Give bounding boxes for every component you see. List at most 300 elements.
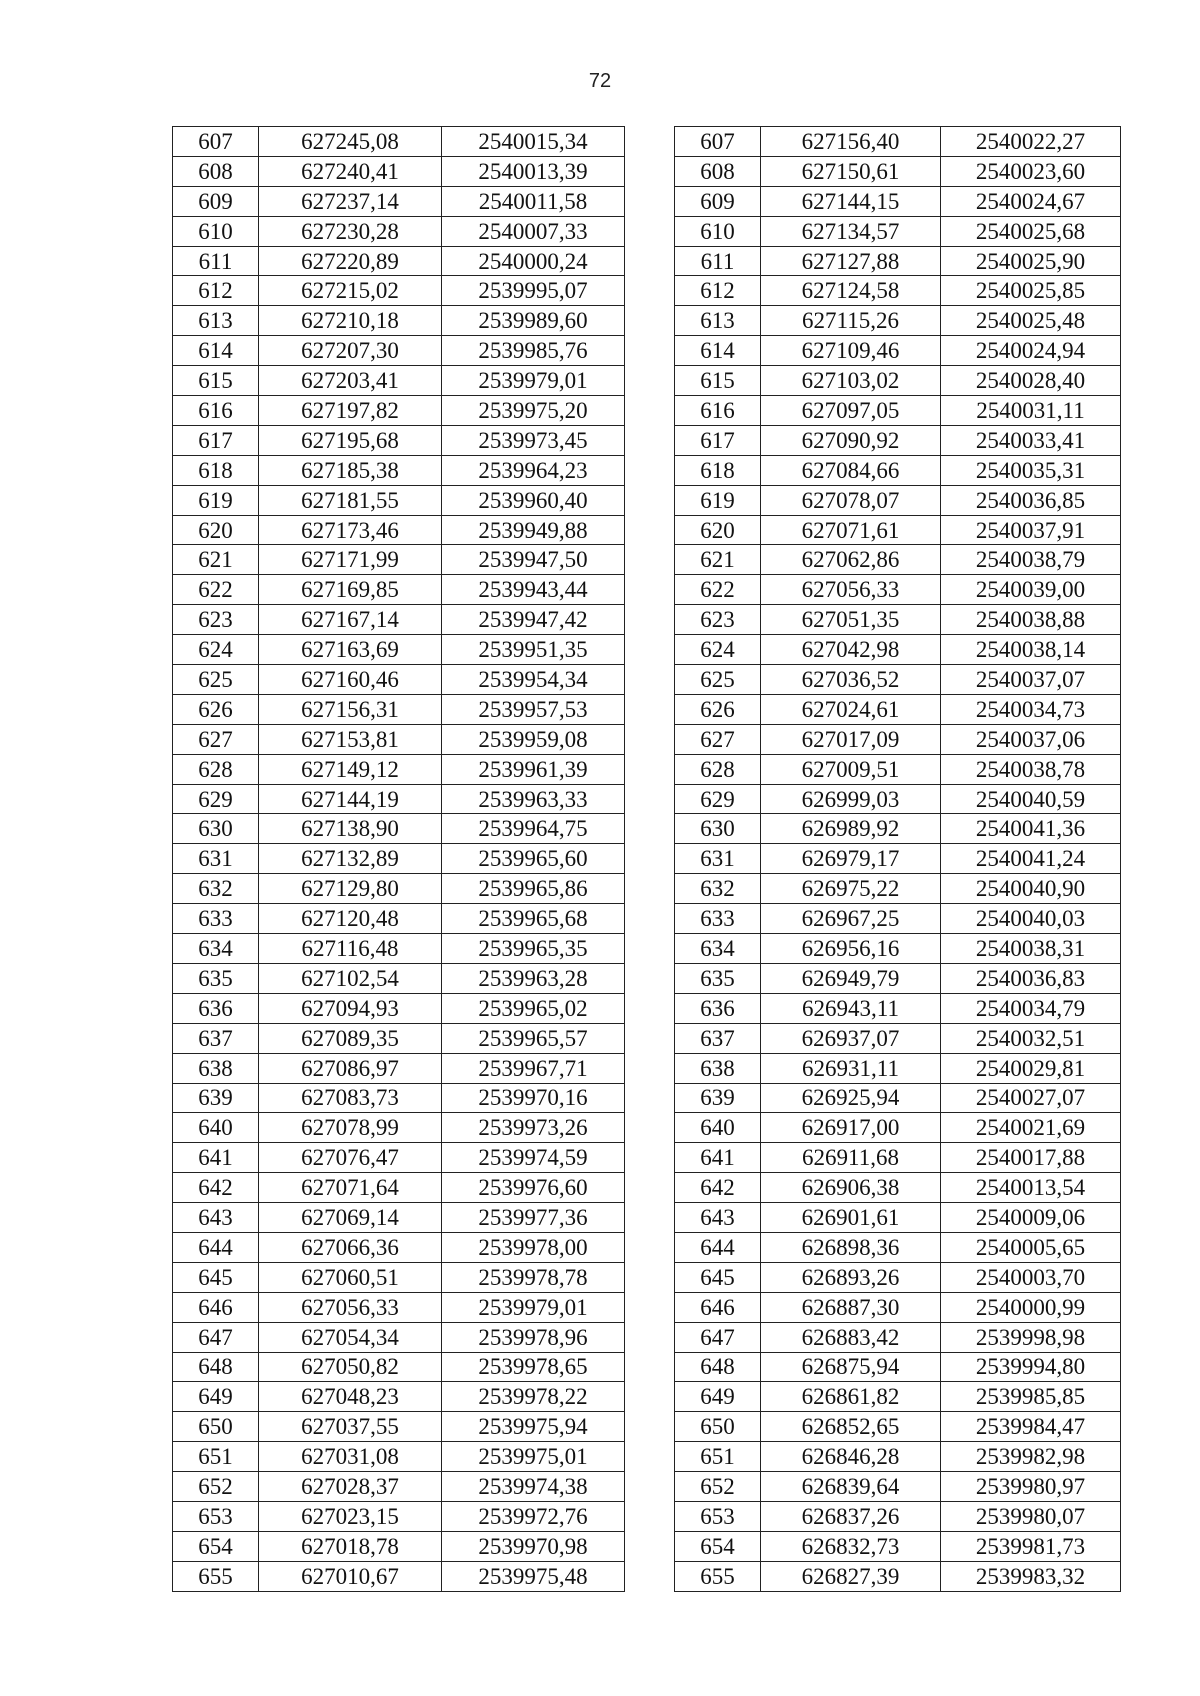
- right-x-coordinate-cell: 627009,51: [761, 754, 941, 784]
- right-x-coordinate-cell: 627084,66: [761, 455, 941, 485]
- right-x-coordinate-cell: 626861,82: [761, 1382, 941, 1412]
- right-y-coordinate-cell: 2540031,11: [941, 396, 1121, 426]
- right-x-coordinate-cell: 626875,94: [761, 1352, 941, 1382]
- left-y-coordinate-cell: 2539985,76: [442, 336, 625, 366]
- table-row: [173, 754, 1121, 784]
- right-x-coordinate-cell: 626956,16: [761, 934, 941, 964]
- right-x-coordinate-cell: 626989,92: [761, 814, 941, 844]
- left-y-coordinate-cell: 2539964,23: [442, 455, 625, 485]
- left-point-number-cell: 632: [173, 874, 259, 904]
- right-x-coordinate-cell: 627036,52: [761, 665, 941, 695]
- left-x-coordinate-cell: 627094,93: [259, 993, 442, 1023]
- table-row: [173, 635, 1121, 665]
- left-x-coordinate-cell: 627071,64: [259, 1173, 442, 1203]
- left-y-coordinate-cell: 2539951,35: [442, 635, 625, 665]
- right-point-number-cell: 635: [675, 963, 761, 993]
- left-point-number-cell: 633: [173, 904, 259, 934]
- right-y-coordinate-cell: 2540009,06: [941, 1203, 1121, 1233]
- right-x-coordinate-cell: 626967,25: [761, 904, 941, 934]
- right-y-coordinate-cell: 2540037,91: [941, 515, 1121, 545]
- table-row: [173, 1143, 1121, 1173]
- left-x-coordinate-cell: 627048,23: [259, 1382, 442, 1412]
- left-y-coordinate-cell: 2540011,58: [442, 186, 625, 216]
- column-gap-cell: [625, 934, 675, 964]
- left-point-number-cell: 644: [173, 1232, 259, 1262]
- table-row: [173, 1472, 1121, 1502]
- left-point-number-cell: 640: [173, 1113, 259, 1143]
- right-y-coordinate-cell: 2540033,41: [941, 425, 1121, 455]
- left-y-coordinate-cell: 2539977,36: [442, 1203, 625, 1233]
- left-point-number-cell: 637: [173, 1023, 259, 1053]
- right-y-coordinate-cell: 2540036,85: [941, 485, 1121, 515]
- right-x-coordinate-cell: 626852,65: [761, 1412, 941, 1442]
- left-point-number-cell: 629: [173, 784, 259, 814]
- coordinates-table: [172, 126, 1121, 1592]
- column-gap-cell: [625, 1531, 675, 1561]
- table-row: [173, 515, 1121, 545]
- left-x-coordinate-cell: 627132,89: [259, 844, 442, 874]
- left-point-number-cell: 649: [173, 1382, 259, 1412]
- table-row: [173, 1442, 1121, 1472]
- right-x-coordinate-cell: 626925,94: [761, 1083, 941, 1113]
- table-row: [173, 1561, 1121, 1591]
- left-x-coordinate-cell: 627167,14: [259, 605, 442, 635]
- column-gap-cell: [625, 874, 675, 904]
- left-y-coordinate-cell: 2540007,33: [442, 216, 625, 246]
- right-x-coordinate-cell: 626827,39: [761, 1561, 941, 1591]
- table-row: [173, 874, 1121, 904]
- left-y-coordinate-cell: 2539959,08: [442, 724, 625, 754]
- left-point-number-cell: 653: [173, 1501, 259, 1531]
- column-gap-cell: [625, 1352, 675, 1382]
- right-y-coordinate-cell: 2540037,06: [941, 724, 1121, 754]
- left-y-coordinate-cell: 2539975,48: [442, 1561, 625, 1591]
- right-y-coordinate-cell: 2539994,80: [941, 1352, 1121, 1382]
- column-gap-cell: [625, 605, 675, 635]
- table-row: [173, 186, 1121, 216]
- table-row: [173, 784, 1121, 814]
- right-point-number-cell: 655: [675, 1561, 761, 1591]
- column-gap-cell: [625, 1113, 675, 1143]
- left-y-coordinate-cell: 2539965,60: [442, 844, 625, 874]
- right-point-number-cell: 648: [675, 1352, 761, 1382]
- column-gap-cell: [625, 455, 675, 485]
- left-point-number-cell: 643: [173, 1203, 259, 1233]
- right-x-coordinate-cell: 627127,88: [761, 246, 941, 276]
- left-x-coordinate-cell: 627037,55: [259, 1412, 442, 1442]
- right-y-coordinate-cell: 2540040,59: [941, 784, 1121, 814]
- right-x-coordinate-cell: 626906,38: [761, 1173, 941, 1203]
- right-point-number-cell: 624: [675, 635, 761, 665]
- right-x-coordinate-cell: 626887,30: [761, 1292, 941, 1322]
- right-y-coordinate-cell: 2540024,67: [941, 186, 1121, 216]
- left-point-number-cell: 646: [173, 1292, 259, 1322]
- left-y-coordinate-cell: 2539974,59: [442, 1143, 625, 1173]
- right-point-number-cell: 629: [675, 784, 761, 814]
- column-gap-cell: [625, 575, 675, 605]
- right-x-coordinate-cell: 627115,26: [761, 306, 941, 336]
- left-y-coordinate-cell: 2539975,01: [442, 1442, 625, 1472]
- column-gap-cell: [625, 1203, 675, 1233]
- right-point-number-cell: 619: [675, 485, 761, 515]
- right-x-coordinate-cell: 626839,64: [761, 1472, 941, 1502]
- right-point-number-cell: 615: [675, 366, 761, 396]
- right-y-coordinate-cell: 2540039,00: [941, 575, 1121, 605]
- right-y-coordinate-cell: 2540041,24: [941, 844, 1121, 874]
- right-x-coordinate-cell: 626901,61: [761, 1203, 941, 1233]
- left-y-coordinate-cell: 2539979,01: [442, 366, 625, 396]
- right-x-coordinate-cell: 627062,86: [761, 545, 941, 575]
- right-y-coordinate-cell: 2539984,47: [941, 1412, 1121, 1442]
- column-gap-cell: [625, 1292, 675, 1322]
- left-y-coordinate-cell: 2539979,01: [442, 1292, 625, 1322]
- right-y-coordinate-cell: 2540013,54: [941, 1173, 1121, 1203]
- left-x-coordinate-cell: 627207,30: [259, 336, 442, 366]
- column-gap-cell: [625, 694, 675, 724]
- right-point-number-cell: 623: [675, 605, 761, 635]
- column-gap-cell: [625, 1561, 675, 1591]
- left-point-number-cell: 615: [173, 366, 259, 396]
- left-y-coordinate-cell: 2539967,71: [442, 1053, 625, 1083]
- right-point-number-cell: 636: [675, 993, 761, 1023]
- right-point-number-cell: 617: [675, 425, 761, 455]
- left-point-number-cell: 628: [173, 754, 259, 784]
- left-y-coordinate-cell: 2539974,38: [442, 1472, 625, 1502]
- left-y-coordinate-cell: 2539961,39: [442, 754, 625, 784]
- left-point-number-cell: 608: [173, 156, 259, 186]
- left-point-number-cell: 631: [173, 844, 259, 874]
- left-y-coordinate-cell: 2539965,86: [442, 874, 625, 904]
- right-y-coordinate-cell: 2540029,81: [941, 1053, 1121, 1083]
- right-point-number-cell: 652: [675, 1472, 761, 1502]
- table-row: [173, 216, 1121, 246]
- right-point-number-cell: 641: [675, 1143, 761, 1173]
- right-point-number-cell: 646: [675, 1292, 761, 1322]
- left-point-number-cell: 620: [173, 515, 259, 545]
- column-gap-cell: [625, 306, 675, 336]
- table-row: [173, 724, 1121, 754]
- left-y-coordinate-cell: 2539973,45: [442, 425, 625, 455]
- right-x-coordinate-cell: 626931,11: [761, 1053, 941, 1083]
- left-x-coordinate-cell: 627083,73: [259, 1083, 442, 1113]
- right-y-coordinate-cell: 2540038,14: [941, 635, 1121, 665]
- right-y-coordinate-cell: 2539980,07: [941, 1501, 1121, 1531]
- right-y-coordinate-cell: 2540038,78: [941, 754, 1121, 784]
- left-y-coordinate-cell: 2539970,16: [442, 1083, 625, 1113]
- left-point-number-cell: 611: [173, 246, 259, 276]
- left-point-number-cell: 648: [173, 1352, 259, 1382]
- table-row: [173, 276, 1121, 306]
- right-x-coordinate-cell: 627024,61: [761, 694, 941, 724]
- table-row: [173, 246, 1121, 276]
- table-row: [173, 1322, 1121, 1352]
- left-point-number-cell: 642: [173, 1173, 259, 1203]
- column-gap-cell: [625, 993, 675, 1023]
- table-row: [173, 366, 1121, 396]
- page-number: 72: [588, 70, 612, 92]
- left-x-coordinate-cell: 627086,97: [259, 1053, 442, 1083]
- table-row: [173, 1203, 1121, 1233]
- left-x-coordinate-cell: 627076,47: [259, 1143, 442, 1173]
- left-x-coordinate-cell: 627102,54: [259, 963, 442, 993]
- column-gap-cell: [625, 814, 675, 844]
- right-point-number-cell: 621: [675, 545, 761, 575]
- table-row: [173, 694, 1121, 724]
- left-point-number-cell: 607: [173, 127, 259, 157]
- table-row: [173, 1262, 1121, 1292]
- right-x-coordinate-cell: 627017,09: [761, 724, 941, 754]
- right-y-coordinate-cell: 2540032,51: [941, 1023, 1121, 1053]
- left-x-coordinate-cell: 627203,41: [259, 366, 442, 396]
- right-y-coordinate-cell: 2540035,31: [941, 455, 1121, 485]
- left-y-coordinate-cell: 2539947,50: [442, 545, 625, 575]
- left-point-number-cell: 613: [173, 306, 259, 336]
- table-row: [173, 1053, 1121, 1083]
- right-y-coordinate-cell: 2539981,73: [941, 1531, 1121, 1561]
- left-point-number-cell: 617: [173, 425, 259, 455]
- right-y-coordinate-cell: 2540022,27: [941, 127, 1121, 157]
- left-y-coordinate-cell: 2539963,33: [442, 784, 625, 814]
- right-y-coordinate-cell: 2540025,90: [941, 246, 1121, 276]
- right-x-coordinate-cell: 627097,05: [761, 396, 941, 426]
- right-x-coordinate-cell: 627156,40: [761, 127, 941, 157]
- right-x-coordinate-cell: 626917,00: [761, 1113, 941, 1143]
- right-point-number-cell: 622: [675, 575, 761, 605]
- right-y-coordinate-cell: 2540038,79: [941, 545, 1121, 575]
- right-x-coordinate-cell: 626937,07: [761, 1023, 941, 1053]
- left-point-number-cell: 639: [173, 1083, 259, 1113]
- table-row: [173, 1531, 1121, 1561]
- table-row: [173, 396, 1121, 426]
- left-y-coordinate-cell: 2539965,57: [442, 1023, 625, 1053]
- left-y-coordinate-cell: 2539957,53: [442, 694, 625, 724]
- table-row: [173, 665, 1121, 695]
- left-point-number-cell: 651: [173, 1442, 259, 1472]
- right-point-number-cell: 611: [675, 246, 761, 276]
- left-x-coordinate-cell: 627181,55: [259, 485, 442, 515]
- column-gap-cell: [625, 1262, 675, 1292]
- left-x-coordinate-cell: 627120,48: [259, 904, 442, 934]
- left-y-coordinate-cell: 2539978,96: [442, 1322, 625, 1352]
- left-x-coordinate-cell: 627149,12: [259, 754, 442, 784]
- right-point-number-cell: 612: [675, 276, 761, 306]
- table-row: [173, 1501, 1121, 1531]
- left-point-number-cell: 635: [173, 963, 259, 993]
- right-point-number-cell: 647: [675, 1322, 761, 1352]
- left-x-coordinate-cell: 627156,31: [259, 694, 442, 724]
- column-gap-cell: [625, 1173, 675, 1203]
- left-y-coordinate-cell: 2539943,44: [442, 575, 625, 605]
- column-gap-cell: [625, 396, 675, 426]
- right-point-number-cell: 627: [675, 724, 761, 754]
- column-gap-cell: [625, 216, 675, 246]
- left-x-coordinate-cell: 627028,37: [259, 1472, 442, 1502]
- right-point-number-cell: 628: [675, 754, 761, 784]
- left-y-coordinate-cell: 2539973,26: [442, 1113, 625, 1143]
- left-point-number-cell: 647: [173, 1322, 259, 1352]
- right-y-coordinate-cell: 2540017,88: [941, 1143, 1121, 1173]
- left-x-coordinate-cell: 627050,82: [259, 1352, 442, 1382]
- right-x-coordinate-cell: 627134,57: [761, 216, 941, 246]
- column-gap-cell: [625, 724, 675, 754]
- left-x-coordinate-cell: 627160,46: [259, 665, 442, 695]
- left-y-coordinate-cell: 2540000,24: [442, 246, 625, 276]
- right-x-coordinate-cell: 626979,17: [761, 844, 941, 874]
- right-y-coordinate-cell: 2540036,83: [941, 963, 1121, 993]
- column-gap-cell: [625, 246, 675, 276]
- left-point-number-cell: 621: [173, 545, 259, 575]
- right-x-coordinate-cell: 627124,58: [761, 276, 941, 306]
- column-gap-cell: [625, 665, 675, 695]
- column-gap-cell: [625, 515, 675, 545]
- right-x-coordinate-cell: 627071,61: [761, 515, 941, 545]
- right-x-coordinate-cell: 626943,11: [761, 993, 941, 1023]
- right-y-coordinate-cell: 2540028,40: [941, 366, 1121, 396]
- table-row: [173, 127, 1121, 157]
- right-point-number-cell: 633: [675, 904, 761, 934]
- right-y-coordinate-cell: 2540038,88: [941, 605, 1121, 635]
- left-x-coordinate-cell: 627169,85: [259, 575, 442, 605]
- right-y-coordinate-cell: 2540000,99: [941, 1292, 1121, 1322]
- left-point-number-cell: 612: [173, 276, 259, 306]
- left-point-number-cell: 610: [173, 216, 259, 246]
- right-point-number-cell: 626: [675, 694, 761, 724]
- table-row: [173, 1412, 1121, 1442]
- left-y-coordinate-cell: 2539978,00: [442, 1232, 625, 1262]
- right-x-coordinate-cell: 626883,42: [761, 1322, 941, 1352]
- right-point-number-cell: 637: [675, 1023, 761, 1053]
- left-y-coordinate-cell: 2540015,34: [442, 127, 625, 157]
- right-x-coordinate-cell: 626837,26: [761, 1501, 941, 1531]
- column-gap-cell: [625, 635, 675, 665]
- left-x-coordinate-cell: 627245,08: [259, 127, 442, 157]
- right-x-coordinate-cell: 627103,02: [761, 366, 941, 396]
- left-point-number-cell: 654: [173, 1531, 259, 1561]
- column-gap-cell: [625, 1472, 675, 1502]
- column-gap-cell: [625, 336, 675, 366]
- right-x-coordinate-cell: 627090,92: [761, 425, 941, 455]
- table-row: [173, 1382, 1121, 1412]
- left-point-number-cell: 655: [173, 1561, 259, 1591]
- column-gap-cell: [625, 1053, 675, 1083]
- column-gap-cell: [625, 366, 675, 396]
- column-gap-cell: [625, 1412, 675, 1442]
- column-gap-cell: [625, 1232, 675, 1262]
- table-body: [173, 127, 1121, 1592]
- right-x-coordinate-cell: 626832,73: [761, 1531, 941, 1561]
- right-point-number-cell: 609: [675, 186, 761, 216]
- left-x-coordinate-cell: 627138,90: [259, 814, 442, 844]
- left-point-number-cell: 624: [173, 635, 259, 665]
- column-gap-cell: [625, 1083, 675, 1113]
- table-row: [173, 814, 1121, 844]
- right-y-coordinate-cell: 2539985,85: [941, 1382, 1121, 1412]
- right-point-number-cell: 620: [675, 515, 761, 545]
- left-y-coordinate-cell: 2539995,07: [442, 276, 625, 306]
- left-y-coordinate-cell: 2539965,68: [442, 904, 625, 934]
- left-x-coordinate-cell: 627220,89: [259, 246, 442, 276]
- right-y-coordinate-cell: 2540024,94: [941, 336, 1121, 366]
- left-point-number-cell: 634: [173, 934, 259, 964]
- column-gap-cell: [625, 545, 675, 575]
- left-point-number-cell: 619: [173, 485, 259, 515]
- left-x-coordinate-cell: 627018,78: [259, 1531, 442, 1561]
- column-gap-cell: [625, 425, 675, 455]
- right-point-number-cell: 632: [675, 874, 761, 904]
- left-point-number-cell: 625: [173, 665, 259, 695]
- column-gap-cell: [625, 127, 675, 157]
- left-y-coordinate-cell: 2539970,98: [442, 1531, 625, 1561]
- table-row: [173, 485, 1121, 515]
- left-x-coordinate-cell: 627171,99: [259, 545, 442, 575]
- right-y-coordinate-cell: 2539982,98: [941, 1442, 1121, 1472]
- left-y-coordinate-cell: 2539978,22: [442, 1382, 625, 1412]
- left-y-coordinate-cell: 2539963,28: [442, 963, 625, 993]
- right-point-number-cell: 613: [675, 306, 761, 336]
- right-point-number-cell: 644: [675, 1232, 761, 1262]
- left-y-coordinate-cell: 2539972,76: [442, 1501, 625, 1531]
- left-point-number-cell: 650: [173, 1412, 259, 1442]
- left-x-coordinate-cell: 627023,15: [259, 1501, 442, 1531]
- right-y-coordinate-cell: 2540005,65: [941, 1232, 1121, 1262]
- right-y-coordinate-cell: 2540038,31: [941, 934, 1121, 964]
- left-x-coordinate-cell: 627153,81: [259, 724, 442, 754]
- column-gap-cell: [625, 1143, 675, 1173]
- right-point-number-cell: 654: [675, 1531, 761, 1561]
- left-y-coordinate-cell: 2539960,40: [442, 485, 625, 515]
- column-gap-cell: [625, 1501, 675, 1531]
- right-y-coordinate-cell: 2540021,69: [941, 1113, 1121, 1143]
- right-point-number-cell: 631: [675, 844, 761, 874]
- left-x-coordinate-cell: 627197,82: [259, 396, 442, 426]
- left-point-number-cell: 652: [173, 1472, 259, 1502]
- right-y-coordinate-cell: 2539980,97: [941, 1472, 1121, 1502]
- right-x-coordinate-cell: 626846,28: [761, 1442, 941, 1472]
- right-point-number-cell: 638: [675, 1053, 761, 1083]
- left-x-coordinate-cell: 627185,38: [259, 455, 442, 485]
- column-gap-cell: [625, 784, 675, 814]
- left-x-coordinate-cell: 627116,48: [259, 934, 442, 964]
- left-y-coordinate-cell: 2539978,78: [442, 1262, 625, 1292]
- column-gap-cell: [625, 963, 675, 993]
- right-y-coordinate-cell: 2540037,07: [941, 665, 1121, 695]
- left-y-coordinate-cell: 2539976,60: [442, 1173, 625, 1203]
- right-x-coordinate-cell: 626893,26: [761, 1262, 941, 1292]
- right-point-number-cell: 610: [675, 216, 761, 246]
- column-gap-cell: [625, 156, 675, 186]
- right-point-number-cell: 616: [675, 396, 761, 426]
- table-row: [173, 1232, 1121, 1262]
- left-point-number-cell: 638: [173, 1053, 259, 1083]
- right-x-coordinate-cell: 627150,61: [761, 156, 941, 186]
- table-row: [173, 1113, 1121, 1143]
- left-point-number-cell: 626: [173, 694, 259, 724]
- left-x-coordinate-cell: 627066,36: [259, 1232, 442, 1262]
- left-y-coordinate-cell: 2539965,35: [442, 934, 625, 964]
- right-y-coordinate-cell: 2540023,60: [941, 156, 1121, 186]
- right-point-number-cell: 645: [675, 1262, 761, 1292]
- right-y-coordinate-cell: 2540034,73: [941, 694, 1121, 724]
- left-x-coordinate-cell: 627210,18: [259, 306, 442, 336]
- right-point-number-cell: 653: [675, 1501, 761, 1531]
- left-x-coordinate-cell: 627089,35: [259, 1023, 442, 1053]
- right-point-number-cell: 625: [675, 665, 761, 695]
- table-row: [173, 963, 1121, 993]
- left-point-number-cell: 622: [173, 575, 259, 605]
- left-point-number-cell: 641: [173, 1143, 259, 1173]
- right-y-coordinate-cell: 2540025,85: [941, 276, 1121, 306]
- right-point-number-cell: 642: [675, 1173, 761, 1203]
